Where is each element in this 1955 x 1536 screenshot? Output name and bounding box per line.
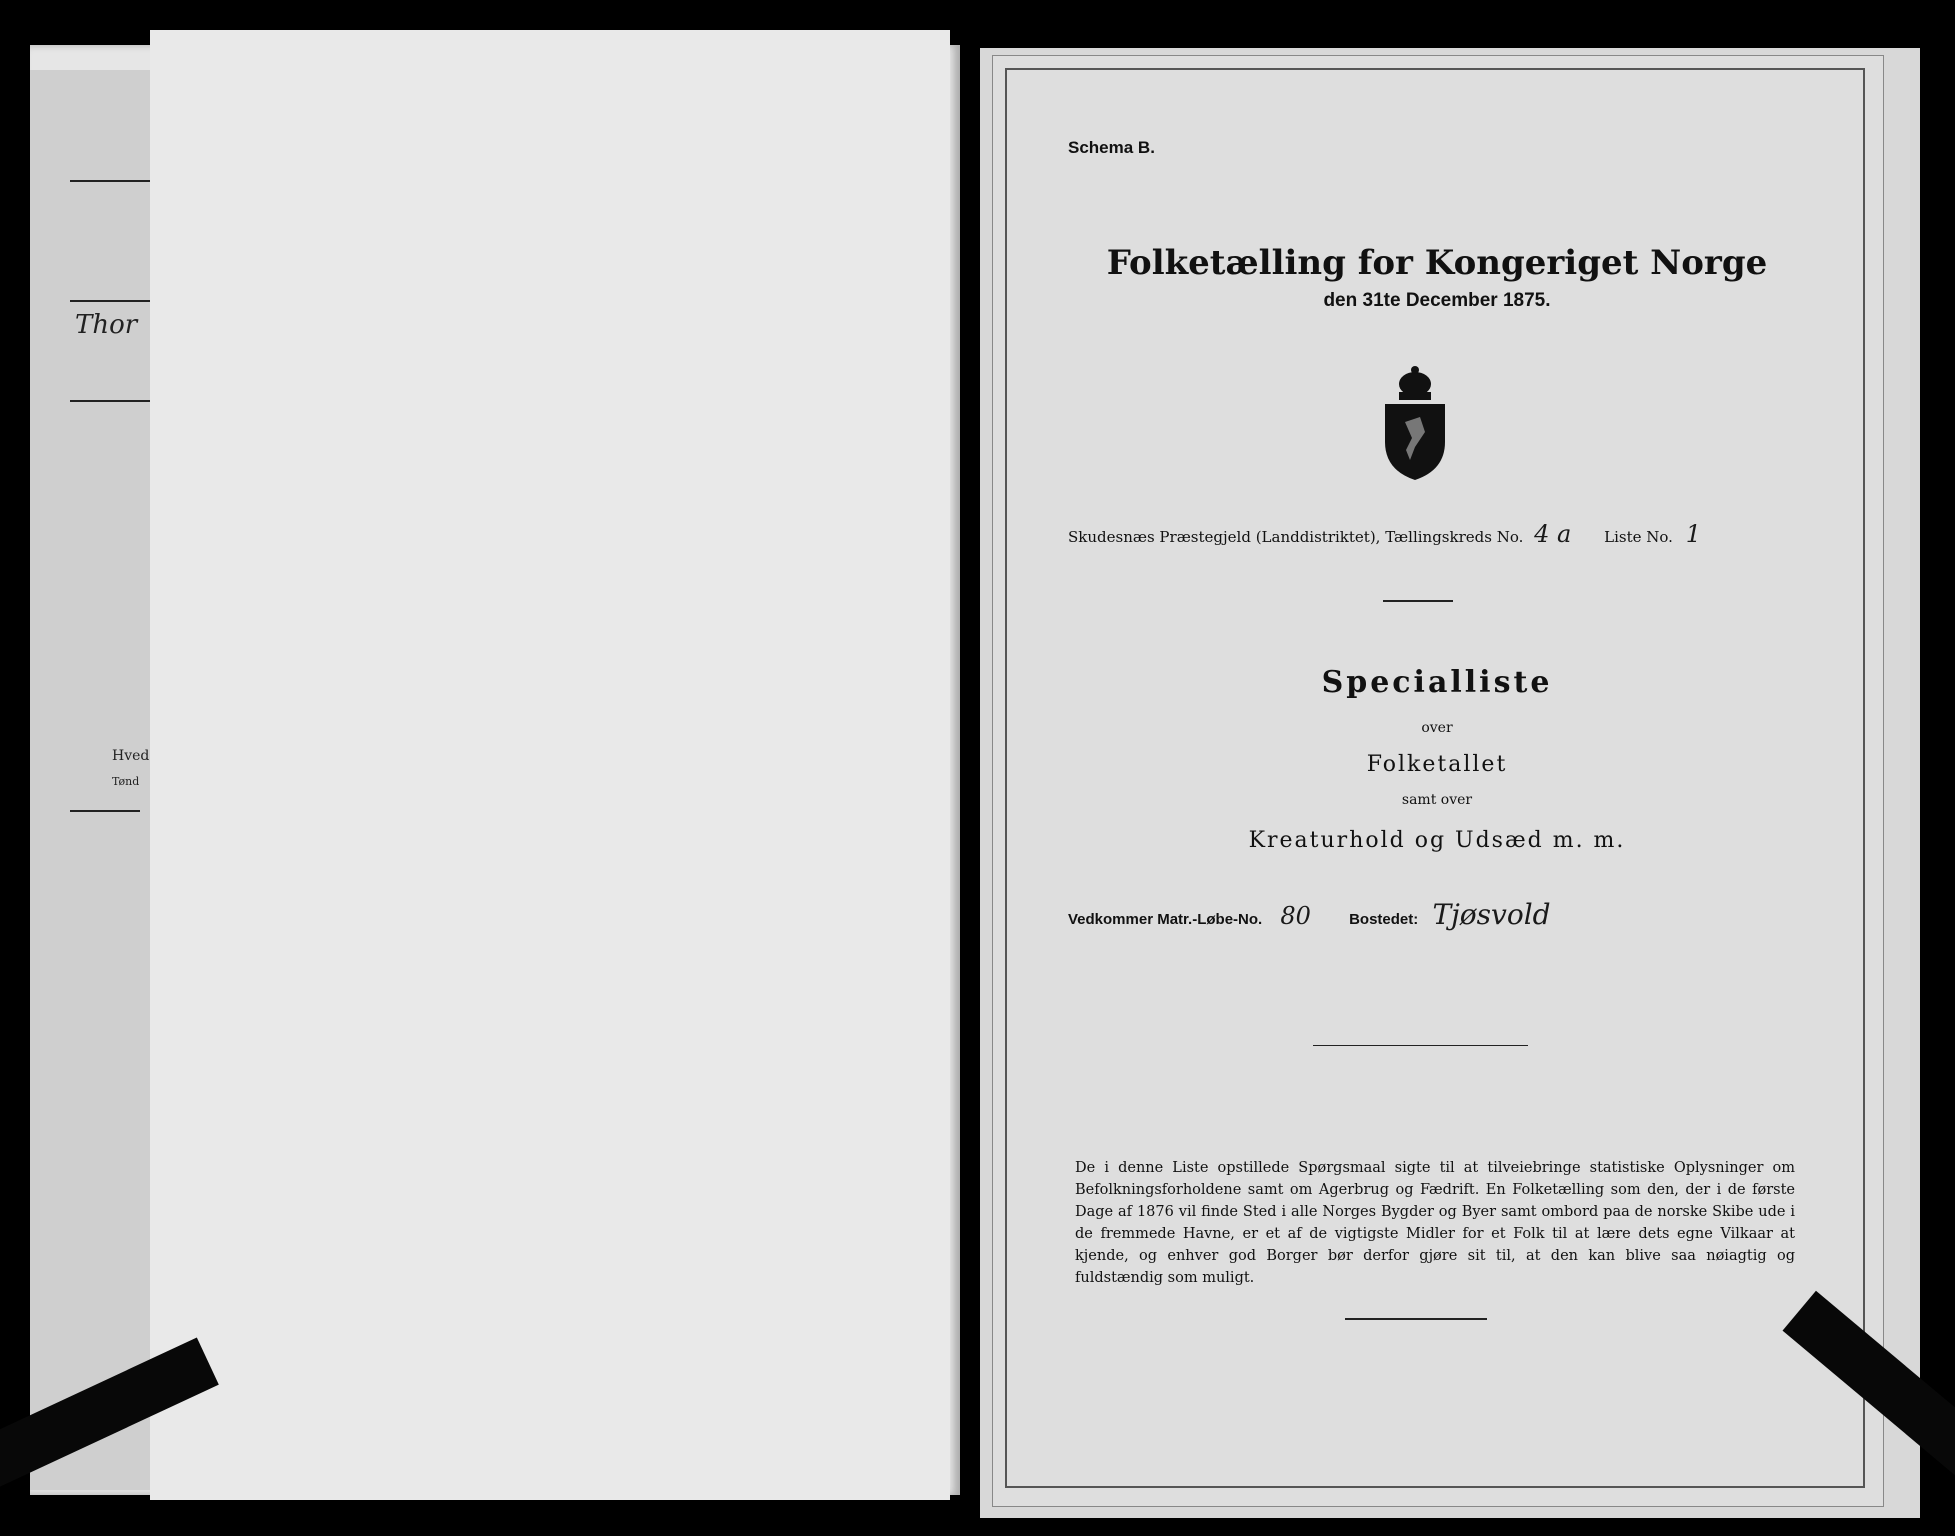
- kreaturhold-label: Kreaturhold og Udsæd m. m.: [1248, 828, 1626, 853]
- matr-label: Vedkommer Matr.-Løbe-No.: [1068, 911, 1263, 928]
- edge-handwriting: Thor: [75, 310, 138, 340]
- bostedet-label: Bostedet:: [1349, 911, 1419, 928]
- liste-number: 1: [1685, 520, 1702, 548]
- folketallet-label: Folketallet: [1366, 752, 1508, 777]
- norway-coat-of-arms-icon: [1380, 362, 1450, 486]
- separator-rule: [1383, 600, 1453, 602]
- over-label: over: [1421, 720, 1453, 736]
- liste-label: Liste No.: [1604, 528, 1673, 546]
- edge-label-hved: Hved: [112, 748, 150, 764]
- edge-label-tond: Tønd: [112, 775, 140, 788]
- district-line: [1068, 520, 1701, 548]
- bostedet-value: Tjøsvold: [1432, 898, 1551, 931]
- form-date: den 31te December 1875.: [1323, 290, 1551, 311]
- edge-rule: [70, 400, 160, 402]
- matr-number: 80: [1280, 902, 1311, 930]
- samt-over-label: samt over: [1401, 792, 1473, 808]
- notice-paragraph: De i denne Liste opstillede Spørgsmaal sigte til at tilveiebringe statistiske Oplysninger om Befolkningsforholdene samt om Agerbrug og Fædrift. En Folketælling som den, der i de første Dage af 1876 vil finde Sted i alle Norges Bygder og Byer samt ombord paa de norske Skibe ude i de fremmede Havne, er et af de vigtigste Midler for et Folk til at lære dets egne Vilkaar at kjende, og enhver god Borger bør derfor gjøre sit til, at den kan blive saa nøiagtig og fuldstændig som muligt.: [1075, 1160, 1795, 1286]
- schema-label: Schema B.: [1068, 138, 1155, 157]
- district-prefix: Skudesnæs Præstegjeld (Landdistriktet), Tællingskreds No.: [1068, 528, 1524, 546]
- matr-line: [1068, 898, 1551, 931]
- bottom-rule: [1345, 1318, 1487, 1320]
- edge-rule: [70, 180, 160, 182]
- signature-rule: [1313, 1045, 1528, 1046]
- form-title: Folketælling for Kongeriget Norge: [1106, 243, 1768, 283]
- edge-rule: [70, 810, 140, 812]
- left-blank-sheet: [150, 30, 950, 1500]
- specialliste-heading: Specialliste: [1321, 665, 1553, 700]
- district-number: 4 a: [1534, 520, 1572, 548]
- edge-rule: [70, 300, 160, 302]
- left-underpage: [30, 70, 161, 1490]
